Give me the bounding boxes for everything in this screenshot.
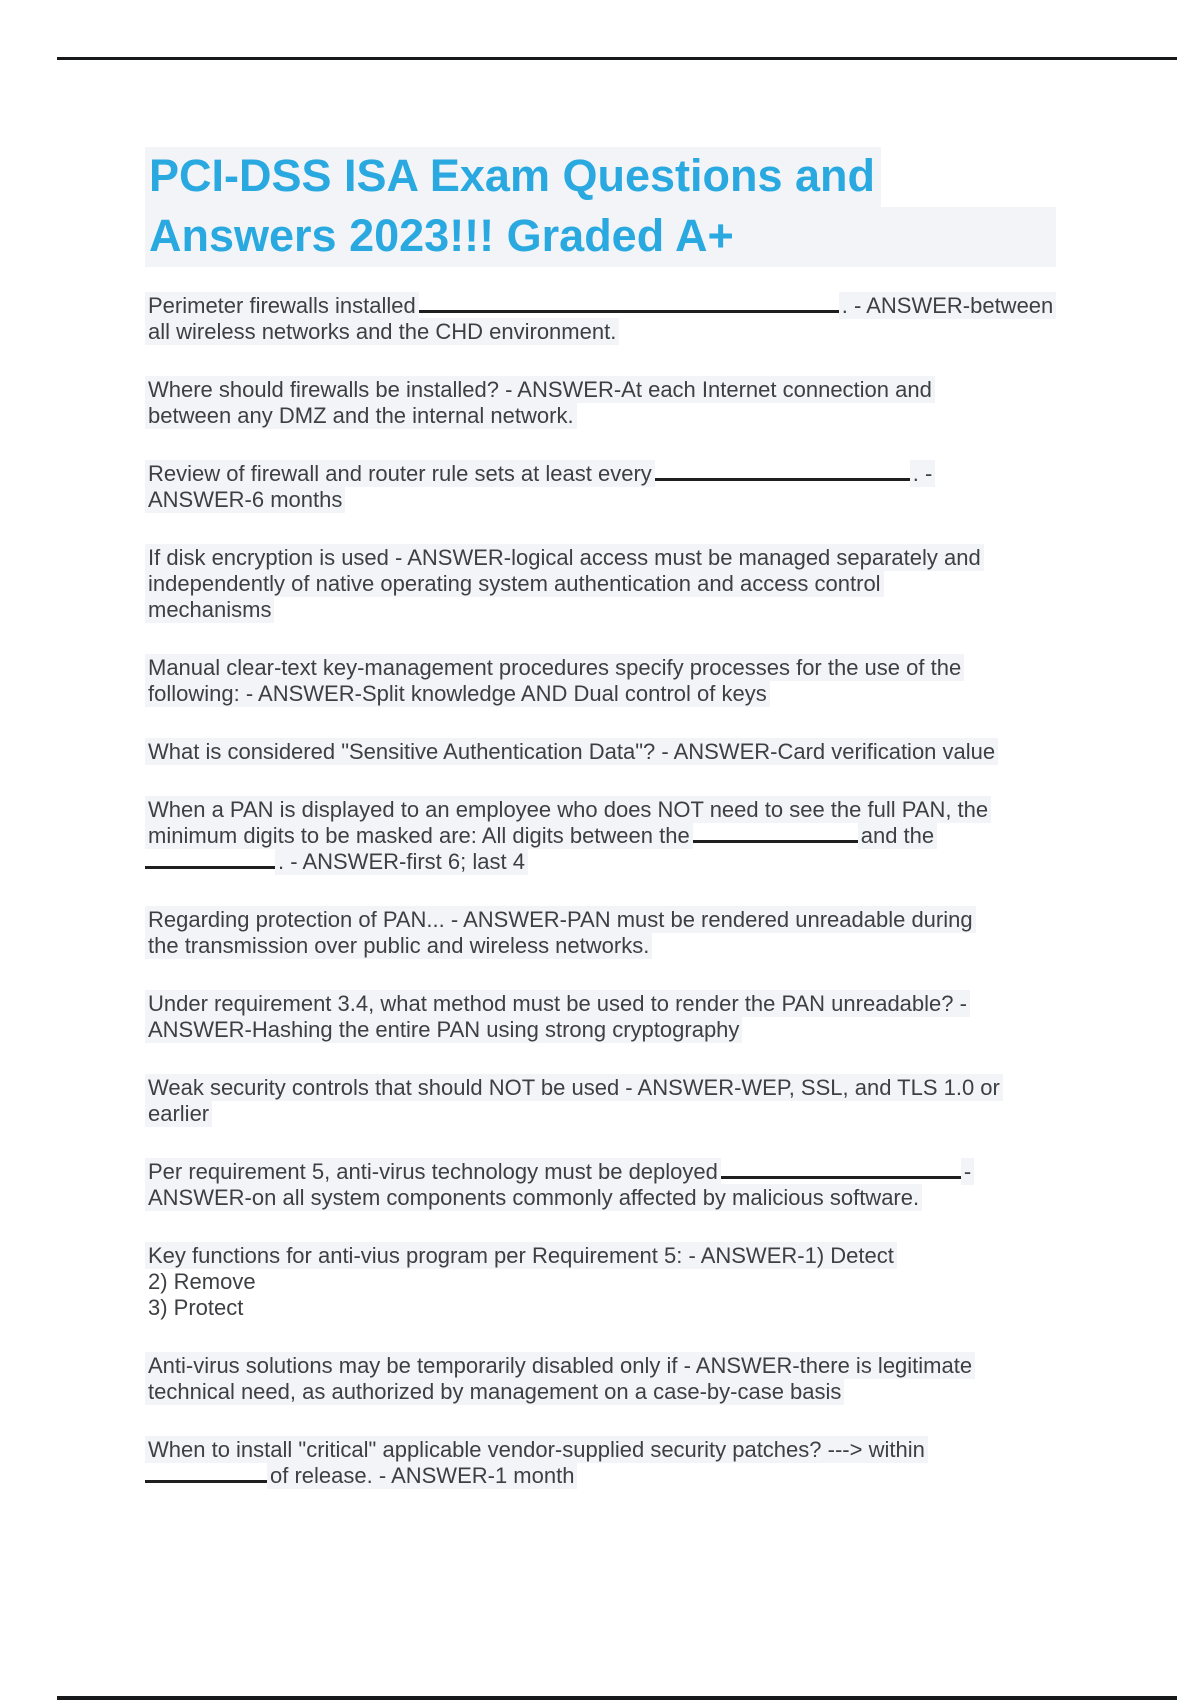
qa-line — [145, 1243, 1090, 1269]
qa-paragraph — [145, 545, 1090, 623]
qa-line — [145, 739, 1090, 765]
qa-text: Where should firewalls be installed? - ANSWER-At each Internet connection and — [145, 376, 935, 403]
qa-text: . - ANSWER-between — [839, 292, 1057, 319]
qa-text: mechanisms — [145, 596, 274, 623]
qa-line — [145, 681, 1090, 707]
qa-line — [145, 1017, 1090, 1043]
qa-paragraph — [145, 1159, 1090, 1211]
qa-line — [145, 1379, 1090, 1405]
qa-text: of release. - ANSWER-1 month — [267, 1462, 577, 1489]
qa-text: and the — [858, 822, 937, 849]
qa-text: Key functions for anti-vius program per Requirement 5: - ANSWER-1) Detect — [145, 1242, 897, 1269]
qa-text: the transmission over public and wireless networks. — [145, 932, 652, 959]
qa-line — [145, 403, 1090, 429]
qa-paragraph — [145, 797, 1090, 875]
qa-text: When a PAN is displayed to an employee who does NOT need to see the full PAN, the — [145, 796, 991, 823]
bottom-horizontal-rule — [57, 1696, 1177, 1700]
qa-text: technical need, as authorized by management on a case-by-case basis — [145, 1378, 844, 1405]
qa-line — [145, 797, 1090, 823]
qa-text: Perimeter firewalls installed — [145, 292, 419, 319]
qa-text: between any DMZ and the internal network. — [145, 402, 577, 429]
qa-text: Under requirement 3.4, what method must be used to render the PAN unreadable? - — [145, 990, 970, 1017]
page-title-line — [145, 207, 1090, 267]
qa-paragraph — [145, 1437, 1090, 1489]
qa-text: minimum digits to be masked are: All digits between the — [145, 822, 693, 849]
qa-paragraph — [145, 739, 1090, 765]
qa-text: When to install "critical" applicable vendor-supplied security patches? ---> within — [145, 1436, 928, 1463]
answer-blank — [693, 824, 858, 843]
qa-text: Per requirement 5, anti-virus technology must be deployed — [145, 1158, 721, 1185]
answer-blank — [419, 294, 839, 313]
qa-line — [145, 1463, 1090, 1489]
qa-text: 3) Protect — [148, 1295, 244, 1320]
qa-paragraph — [145, 991, 1090, 1043]
qa-line — [145, 655, 1090, 681]
qa-list — [145, 293, 1090, 1489]
qa-line — [145, 1185, 1090, 1211]
qa-line — [145, 1101, 1090, 1127]
qa-paragraph — [145, 1075, 1090, 1127]
qa-text: Weak security controls that should NOT be used - ANSWER-WEP, SSL, and TLS 1.0 or — [145, 1074, 1003, 1101]
qa-line — [145, 545, 1090, 571]
qa-text: . - ANSWER-first 6; last 4 — [275, 848, 528, 875]
qa-line — [145, 991, 1090, 1017]
qa-text: ANSWER-6 months — [145, 486, 345, 513]
qa-line — [145, 487, 1090, 513]
qa-line — [145, 1295, 1090, 1321]
qa-text: . - — [910, 460, 936, 487]
qa-text: following: - ANSWER-Split knowledge AND Dual control of keys — [145, 680, 770, 707]
qa-line — [145, 319, 1090, 345]
qa-line — [145, 1159, 1090, 1185]
qa-line — [145, 571, 1090, 597]
qa-line — [145, 377, 1090, 403]
qa-text: Anti-virus solutions may be temporarily disabled only if - ANSWER-there is legitimate — [145, 1352, 975, 1379]
qa-paragraph — [145, 1243, 1090, 1321]
qa-paragraph — [145, 907, 1090, 959]
qa-text: earlier — [145, 1100, 212, 1127]
qa-paragraph — [145, 655, 1090, 707]
qa-text: independently of native operating system authentication and access control — [145, 570, 884, 597]
qa-text: ANSWER-on all system components commonly affected by malicious software. — [145, 1184, 922, 1211]
page-title-line — [145, 147, 1090, 207]
answer-blank — [145, 1464, 267, 1483]
qa-line — [145, 849, 1090, 875]
qa-line — [145, 1353, 1090, 1379]
qa-line — [145, 1075, 1090, 1101]
qa-paragraph — [145, 461, 1090, 513]
qa-text: If disk encryption is used - ANSWER-logical access must be managed separately and — [145, 544, 984, 571]
qa-line — [145, 907, 1090, 933]
qa-text: Regarding protection of PAN... - ANSWER-PAN must be rendered unreadable during — [145, 906, 976, 933]
qa-text: What is considered "Sensitive Authentication Data"? - ANSWER-Card verification value — [145, 738, 998, 765]
qa-line — [145, 597, 1090, 623]
answer-blank — [655, 462, 910, 481]
top-horizontal-rule — [57, 57, 1177, 60]
answer-blank — [721, 1160, 961, 1179]
qa-text: ANSWER-Hashing the entire PAN using strong cryptography — [145, 1016, 742, 1043]
qa-line — [145, 823, 1090, 849]
qa-text: 2) Remove — [148, 1269, 256, 1294]
qa-line — [145, 933, 1090, 959]
page-content — [145, 147, 1090, 1521]
page-title — [145, 147, 1090, 267]
qa-paragraph — [145, 377, 1090, 429]
page-title-text: Answers 2023!!! Graded A+ — [145, 207, 1056, 267]
qa-paragraph — [145, 293, 1090, 345]
qa-line — [145, 1437, 1090, 1463]
answer-blank — [145, 850, 275, 869]
qa-text: Review of firewall and router rule sets at least every — [145, 460, 655, 487]
qa-text: Manual clear-text key-management procedures specify processes for the use of the — [145, 654, 964, 681]
qa-line — [145, 293, 1090, 319]
qa-line — [145, 461, 1090, 487]
qa-paragraph — [145, 1353, 1090, 1405]
page-title-text: PCI-DSS ISA Exam Questions and — [145, 147, 881, 207]
qa-text: all wireless networks and the CHD environment. — [145, 318, 619, 345]
qa-text: - — [961, 1158, 974, 1185]
qa-line — [145, 1269, 1090, 1295]
